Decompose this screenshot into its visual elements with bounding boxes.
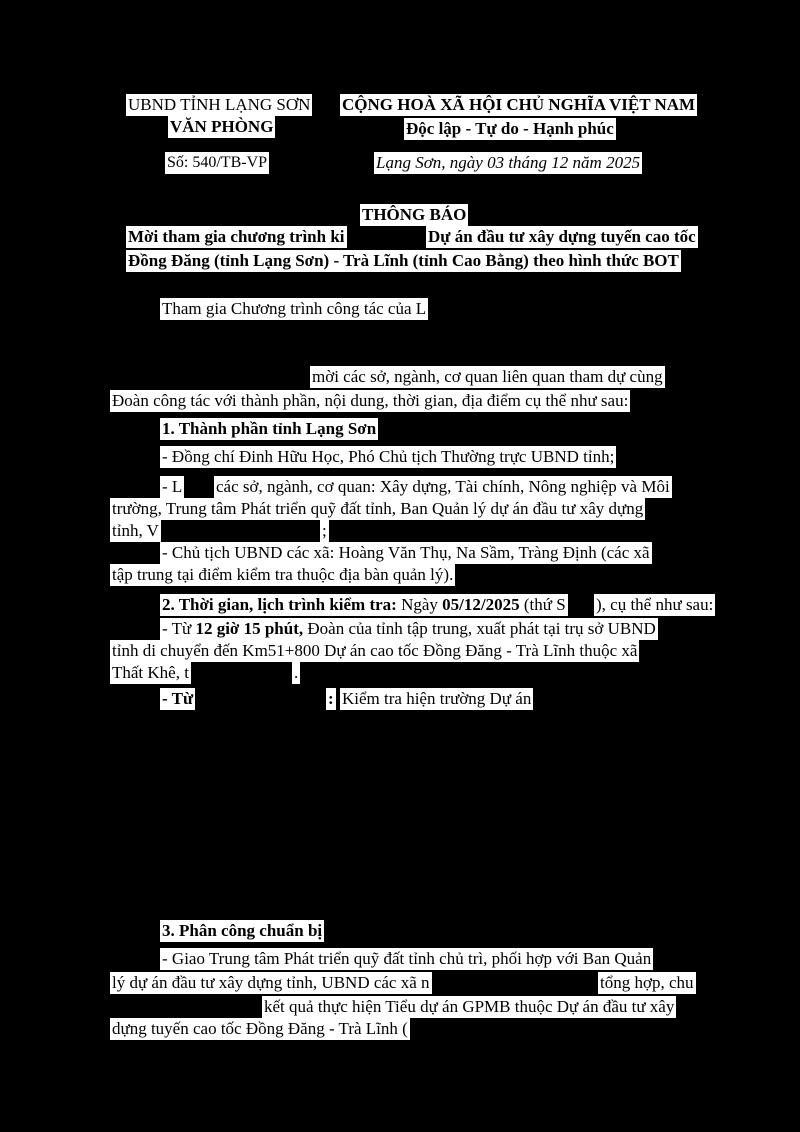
subject-line-1a: Mời tham gia chương trình ki (128, 227, 345, 246)
section-2-heading-day: Ngày (401, 595, 438, 614)
section-1-item-1: - Đồng chí Đinh Hữu Học, Phó Chủ tịch Thường trực UBND tỉnh; (162, 447, 615, 466)
section-3-line-4: dựng tuyến cao tốc Đồng Đăng - Trà Lĩnh ( (112, 1019, 408, 1038)
section-2-item-1-prefix: - Từ (162, 619, 192, 638)
section-2-heading-tail: ), cụ thể như sau: (596, 595, 714, 614)
section-2-item-1-line-2: tỉnh di chuyển đến Km51+800 Dự án cao tốc Đồng Đăng - Trà Lĩnh thuộc xã (112, 641, 638, 660)
section-2-item-2-text: Kiểm tra hiện trường Dự án (342, 689, 532, 708)
section-2-item-1-line-3b: . (294, 663, 299, 682)
document-number: Số: 540/TB-VP (165, 152, 269, 174)
section-1-item-2b: các sở, ngành, cơ quan: Xây dựng, Tài chính, Nông nghiệp và Môi (216, 477, 670, 496)
section-3-line-1: - Giao Trung tâm Phát triển quỹ đất tỉnh chủ trì, phối hợp với Ban Quản (162, 949, 652, 968)
section-3-heading: 3. Phân công chuẩn bị (162, 921, 323, 940)
section-3-line-3: kết quả thực hiện Tiểu dự án GPMB thuộc Dự án đầu tư xây (264, 997, 675, 1016)
intro-line-2: mời các sở, ngành, cơ quan liên quan tham dự cùng (312, 367, 663, 386)
subject-line-1b: Dự án đầu tư xây dựng tuyến cao tốc (428, 227, 696, 246)
section-2-item-1-text: Đoàn của tỉnh tập trung, xuất phát tại trụ sở UBND (307, 619, 656, 638)
section-1-item-2a: - L (162, 477, 183, 496)
section-2-heading-label: 2. Thời gian, lịch trình kiểm tra: (162, 595, 397, 614)
issuing-agency: UBND TỈNH LẠNG SƠN (128, 95, 311, 114)
section-1-item-2-line-2: trường, Trung tâm Phát triển quỹ đất tỉnh, Ban Quản lý dự án đầu tư xây dựng (112, 499, 644, 518)
intro-line-3: Đoàn công tác với thành phần, nội dung, thời gian, địa điểm cụ thể như sau: (112, 391, 629, 410)
section-2-heading (160, 594, 568, 616)
section-2-item-1 (160, 618, 658, 640)
section-2-item-2-prefix: - Từ (162, 689, 194, 708)
section-1-item-3: - Chủ tịch UBND các xã: Hoàng Văn Thụ, Na Sầm, Tràng Định (các xã (162, 543, 650, 562)
notice-title: THÔNG BÁO (362, 205, 467, 224)
section-2-item-1-line-3a: Thất Khê, t (112, 663, 189, 682)
national-title: CỘNG HOÀ XÃ HỘI CHỦ NGHĨA VIỆT NAM (342, 95, 696, 114)
subject-line-2: Đồng Đăng (tỉnh Lạng Sơn) - Trà Lĩnh (tỉnh Cao Bằng) theo hình thức BOT (128, 251, 679, 270)
section-1-item-2-line-3b: ; (322, 521, 327, 540)
section-2-item-2-colon: : (328, 689, 334, 708)
section-3-line-2b: tổng hợp, chu (600, 973, 694, 992)
section-2-heading-weekday: (thứ S (523, 595, 566, 614)
section-2-item-1-time: 12 giờ 15 phút, (195, 619, 304, 638)
section-1-item-2-line-3a: tỉnh, V (112, 521, 159, 540)
section-2-heading-date: 05/12/2025 (442, 595, 520, 614)
national-motto: Độc lập - Tự do - Hạnh phúc (406, 119, 614, 138)
intro-line-1: Tham gia Chương trình công tác của L (162, 299, 427, 318)
issuing-office: VĂN PHÒNG (170, 117, 274, 136)
section-1-heading: 1. Thành phần tỉnh Lạng Sơn (162, 419, 377, 438)
date-place: Lạng Sơn, ngày 03 tháng 12 năm 2025 (376, 153, 641, 172)
section-1-item-3-line-2: tập trung tại điểm kiểm tra thuộc địa bàn quản lý). (112, 565, 454, 584)
section-3-line-2a: lý dự án đầu tư xây dựng tỉnh, UBND các xã n (112, 973, 430, 992)
